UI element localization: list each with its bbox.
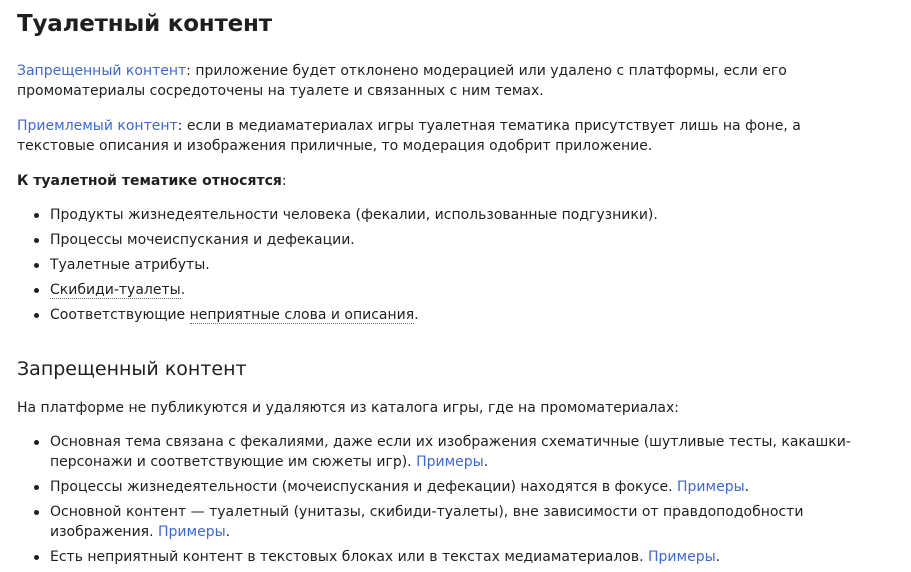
forbidden-item-suffix: . — [715, 549, 721, 565]
list-item — [17, 477, 877, 497]
topic-label-paragraph — [17, 171, 877, 191]
section-title-forbidden: Запрещенный контент — [17, 358, 247, 380]
examples-link[interactable]: Примеры — [648, 549, 716, 565]
topic-label-bold: К туалетной тематике относятся — [17, 173, 282, 189]
topic-item-text: Продукты жизнедеятельности человека (фекалии, использованные подгузники). — [50, 207, 658, 223]
forbidden-item-text: Есть неприятный контент в текстовых блоках или в текстах медиаматериалов. — [50, 549, 649, 565]
topic-item-suffix: . — [180, 282, 186, 298]
forbidden-intro-text: : приложение будет отклонено модерацией или удалено с платформы, если его промоматериалы сосредоточены на туалете и связанных с ним темах. — [17, 63, 787, 99]
list-item — [17, 230, 877, 250]
forbidden-item-text: Процессы жизнедеятельности (мочеиспускания и дефекации) находятся в фокусе. — [50, 479, 678, 495]
list-item — [17, 432, 877, 472]
list-item — [17, 305, 877, 325]
topic-item-text: Процессы мочеиспускания и дефекации. — [50, 232, 355, 248]
topic-list — [17, 205, 877, 325]
topic-label-suffix: : — [281, 173, 287, 189]
list-item — [17, 280, 877, 300]
list-item — [17, 502, 877, 542]
topic-item-text: Туалетные атрибуты. — [50, 257, 210, 273]
examples-link[interactable]: Примеры — [158, 524, 226, 540]
examples-link[interactable]: Примеры — [677, 479, 745, 495]
forbidden-item-text: Основная тема связана с фекалиями, даже если их изображения схематичные (шутливые тесты, какашки-персонажи и соответствующие им сюжеты игр). — [50, 434, 851, 470]
skibidi-term-tooltip[interactable]: Скибиди-туалеты — [50, 282, 181, 298]
list-item — [17, 547, 877, 567]
forbidden-item-text: Основной контент — туалетный (унитазы, скибиди-туалеты), вне зависимости от правдоподобности изображения. — [50, 504, 804, 540]
forbidden-lead-paragraph: На платформе не публикуются и удаляются из каталога игры, где на промоматериалах: — [17, 400, 679, 416]
topic-item-prefix: Соответствующие — [50, 307, 190, 323]
forbidden-item-suffix: . — [744, 479, 750, 495]
list-item — [17, 255, 877, 275]
forbidden-item-suffix: . — [483, 454, 489, 470]
unpleasant-words-term-tooltip[interactable]: неприятные слова и описания — [189, 307, 415, 323]
list-item — [17, 205, 877, 225]
forbidden-list — [17, 432, 877, 567]
examples-link[interactable]: Примеры — [416, 454, 484, 470]
forbidden-content-link[interactable]: Запрещенный контент — [17, 63, 187, 79]
page-title: Туалетный контент — [17, 11, 272, 37]
acceptable-intro-text: : если в медиаматериалах игры туалетная тематика присутствует лишь на фоне, а текстовые описания и изображения приличные, то модерация одобрит приложение. — [17, 118, 801, 154]
topic-item-suffix: . — [414, 307, 419, 323]
acceptable-intro-paragraph — [17, 116, 877, 156]
acceptable-content-link[interactable]: Приемлемый контент — [17, 118, 178, 134]
forbidden-intro-paragraph — [17, 61, 877, 101]
forbidden-item-suffix: . — [225, 524, 231, 540]
